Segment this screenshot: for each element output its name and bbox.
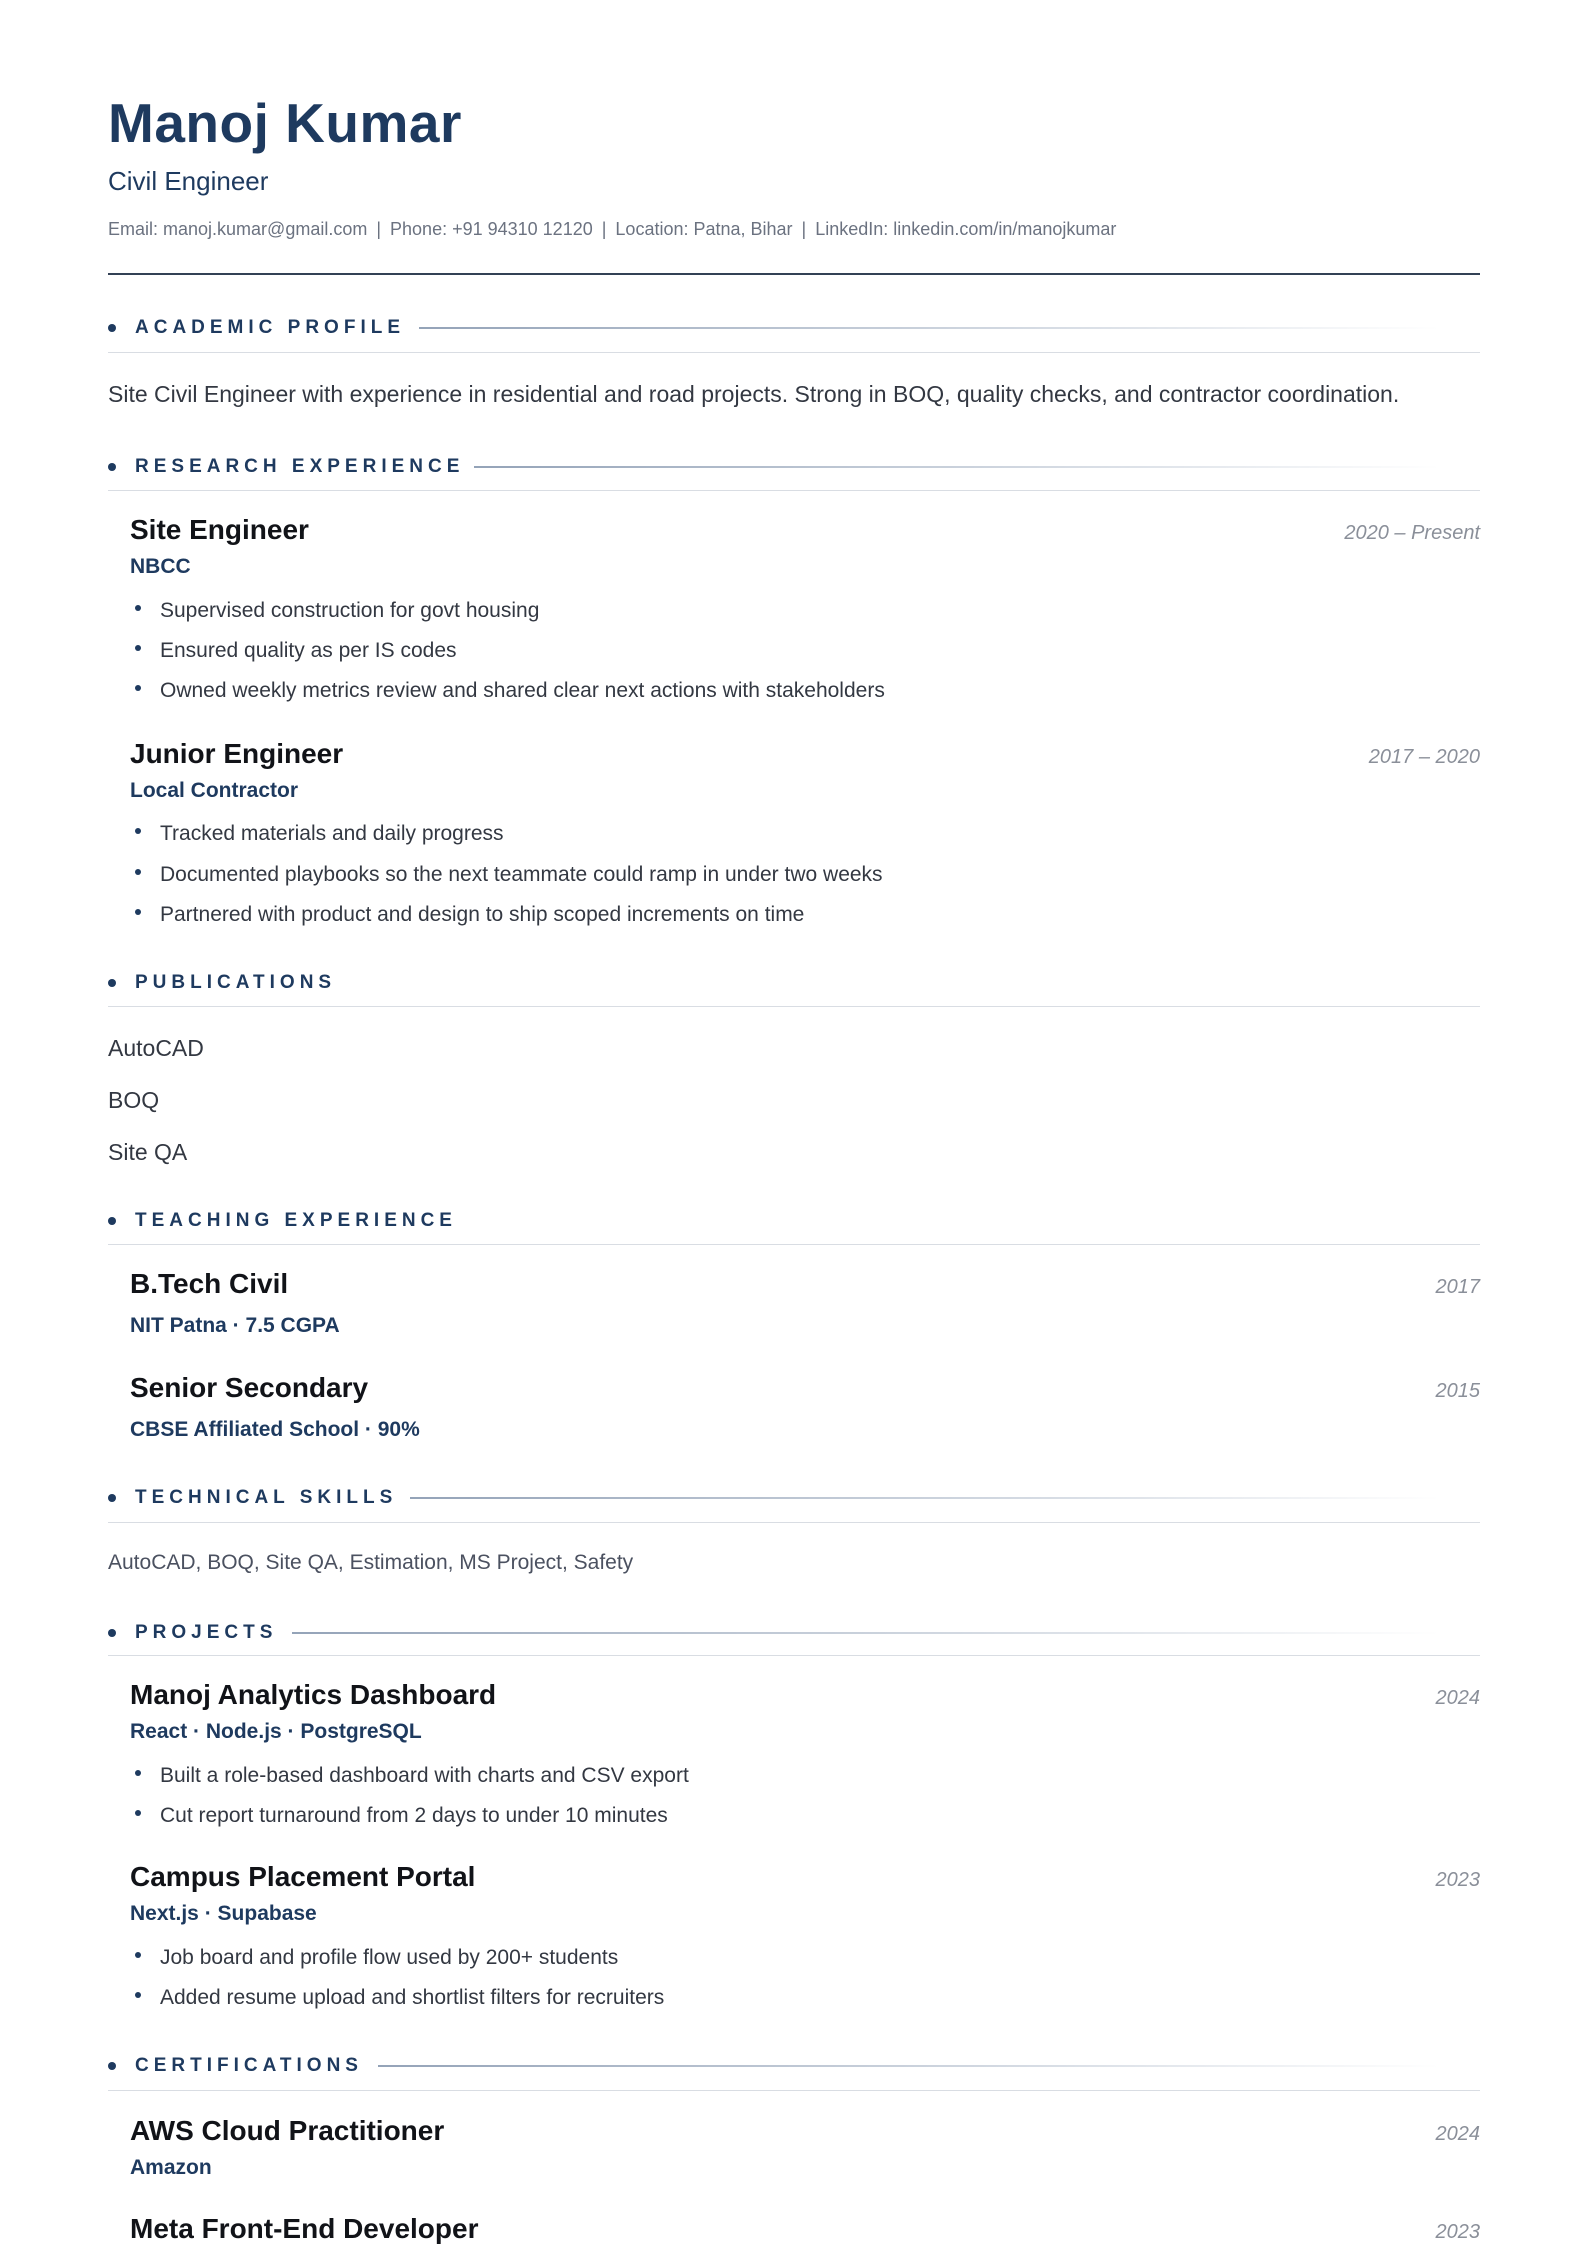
certification-title: AWS Cloud Practitioner — [130, 2115, 445, 2146]
publication-item: Site QA — [108, 1139, 188, 1165]
section-bullet-icon — [108, 324, 116, 332]
contact-email: Email: manoj.kumar@gmail.com — [108, 219, 368, 239]
section-divider — [108, 1244, 1480, 1245]
section-label: PUBLICATIONS — [135, 972, 337, 993]
education-date: 2017 — [1435, 1276, 1480, 1298]
education-detail: CBSE Affiliated School · 90% — [130, 1418, 420, 1441]
section-bullet-icon — [108, 2062, 116, 2070]
project-date: 2024 — [1435, 1687, 1480, 1709]
job-bullet: Tracked materials and daily progress — [160, 820, 504, 848]
job-bullet: Documented playbooks so the next teammate could ramp in under two weeks — [160, 861, 883, 889]
section-bullet-icon — [108, 1494, 116, 1502]
job-organization: NBCC — [130, 555, 191, 578]
section-accent-line — [419, 327, 1440, 329]
education-title: Senior Secondary — [130, 1372, 369, 1403]
candidate-name: Manoj Kumar — [108, 92, 462, 154]
contact-phone: Phone: +91 94310 12120 — [390, 219, 593, 239]
project-stack: Next.js · Supabase — [130, 1902, 317, 1925]
section-label: PROJECTS — [135, 1622, 278, 1643]
section-divider — [108, 490, 1480, 491]
publication-item: BOQ — [108, 1087, 160, 1113]
section-label: TECHNICAL SKILLS — [135, 1487, 398, 1508]
project-date: 2023 — [1435, 1869, 1480, 1891]
project-bullet: Added resume upload and shortlist filters for recruiters — [160, 1984, 664, 2012]
section-accent-line — [292, 1632, 1440, 1634]
section-divider — [108, 1522, 1480, 1523]
project-title: Manoj Analytics Dashboard — [130, 1679, 497, 1710]
section-label: TEACHING EXPERIENCE — [135, 1210, 457, 1231]
job-bullet: Owned weekly metrics review and shared clear next actions with stakeholders — [160, 677, 885, 705]
section-heading-skills — [108, 1484, 1480, 1512]
contact-linkedin: LinkedIn: linkedin.com/in/manojkumar — [815, 219, 1117, 239]
project-bullet: Cut report turnaround from 2 days to under 10 minutes — [160, 1802, 668, 1830]
section-label: CERTIFICATIONS — [135, 2055, 363, 2076]
certification-date: 2024 — [1435, 2123, 1480, 2145]
section-accent-line — [410, 1497, 1440, 1499]
job-date: 2017 – 2020 — [1368, 746, 1480, 768]
education-detail: NIT Patna · 7.5 CGPA — [130, 1314, 340, 1337]
job-title: Junior Engineer — [130, 738, 344, 769]
candidate-title: Civil Engineer — [108, 166, 269, 196]
contact-line — [108, 217, 1116, 241]
certification-title: Meta Front-End Developer — [130, 2213, 479, 2244]
section-divider — [108, 2090, 1480, 2091]
section-divider — [108, 1006, 1480, 1007]
project-bullet: Job board and profile flow used by 200+ students — [160, 1944, 618, 1972]
contact-location: Location: Patna, Bihar — [615, 219, 793, 239]
certification-date: 2023 — [1435, 2221, 1480, 2243]
section-bullet-icon — [108, 1629, 116, 1637]
header-divider — [108, 273, 1480, 275]
certification-issuer: Amazon — [130, 2156, 212, 2179]
job-title: Site Engineer — [130, 514, 309, 545]
section-label: ACADEMIC PROFILE — [135, 317, 405, 338]
job-bullet: Partnered with product and design to ship scoped increments on time — [160, 901, 804, 929]
section-heading-projects — [108, 1619, 1480, 1647]
academic-summary: Site Civil Engineer with experience in residential and road projects. Strong in BOQ, quality checks, and contractor coordination. — [108, 381, 1400, 407]
project-bullet: Built a role-based dashboard with charts and CSV export — [160, 1762, 689, 1790]
contact-separator: | — [601, 219, 607, 239]
contact-separator: | — [376, 219, 382, 239]
project-stack: React · Node.js · PostgreSQL — [130, 1720, 422, 1743]
section-bullet-icon — [108, 1217, 116, 1225]
section-heading-teaching — [108, 1207, 1480, 1235]
section-heading-publications — [108, 969, 1480, 997]
section-accent-line — [378, 2065, 1440, 2067]
contact-separator: | — [801, 219, 807, 239]
skills-list: AutoCAD, BOQ, Site QA, Estimation, MS Project, Safety — [108, 1551, 634, 1574]
section-label: RESEARCH EXPERIENCE — [135, 456, 465, 477]
section-accent-line — [474, 466, 1440, 468]
section-divider — [108, 352, 1480, 353]
education-date: 2015 — [1435, 1380, 1480, 1402]
section-heading-research — [108, 453, 1480, 481]
project-title: Campus Placement Portal — [130, 1861, 476, 1892]
job-bullet: Ensured quality as per IS codes — [160, 637, 457, 665]
section-bullet-icon — [108, 979, 116, 987]
section-heading-academic — [108, 314, 1480, 342]
job-organization: Local Contractor — [130, 779, 299, 802]
section-divider — [108, 1655, 1480, 1656]
job-date: 2020 – Present — [1344, 522, 1480, 544]
job-bullet: Supervised construction for govt housing — [160, 597, 539, 625]
section-bullet-icon — [108, 463, 116, 471]
publication-item: AutoCAD — [108, 1035, 204, 1061]
section-heading-certifications — [108, 2052, 1480, 2080]
education-title: B.Tech Civil — [130, 1268, 289, 1299]
